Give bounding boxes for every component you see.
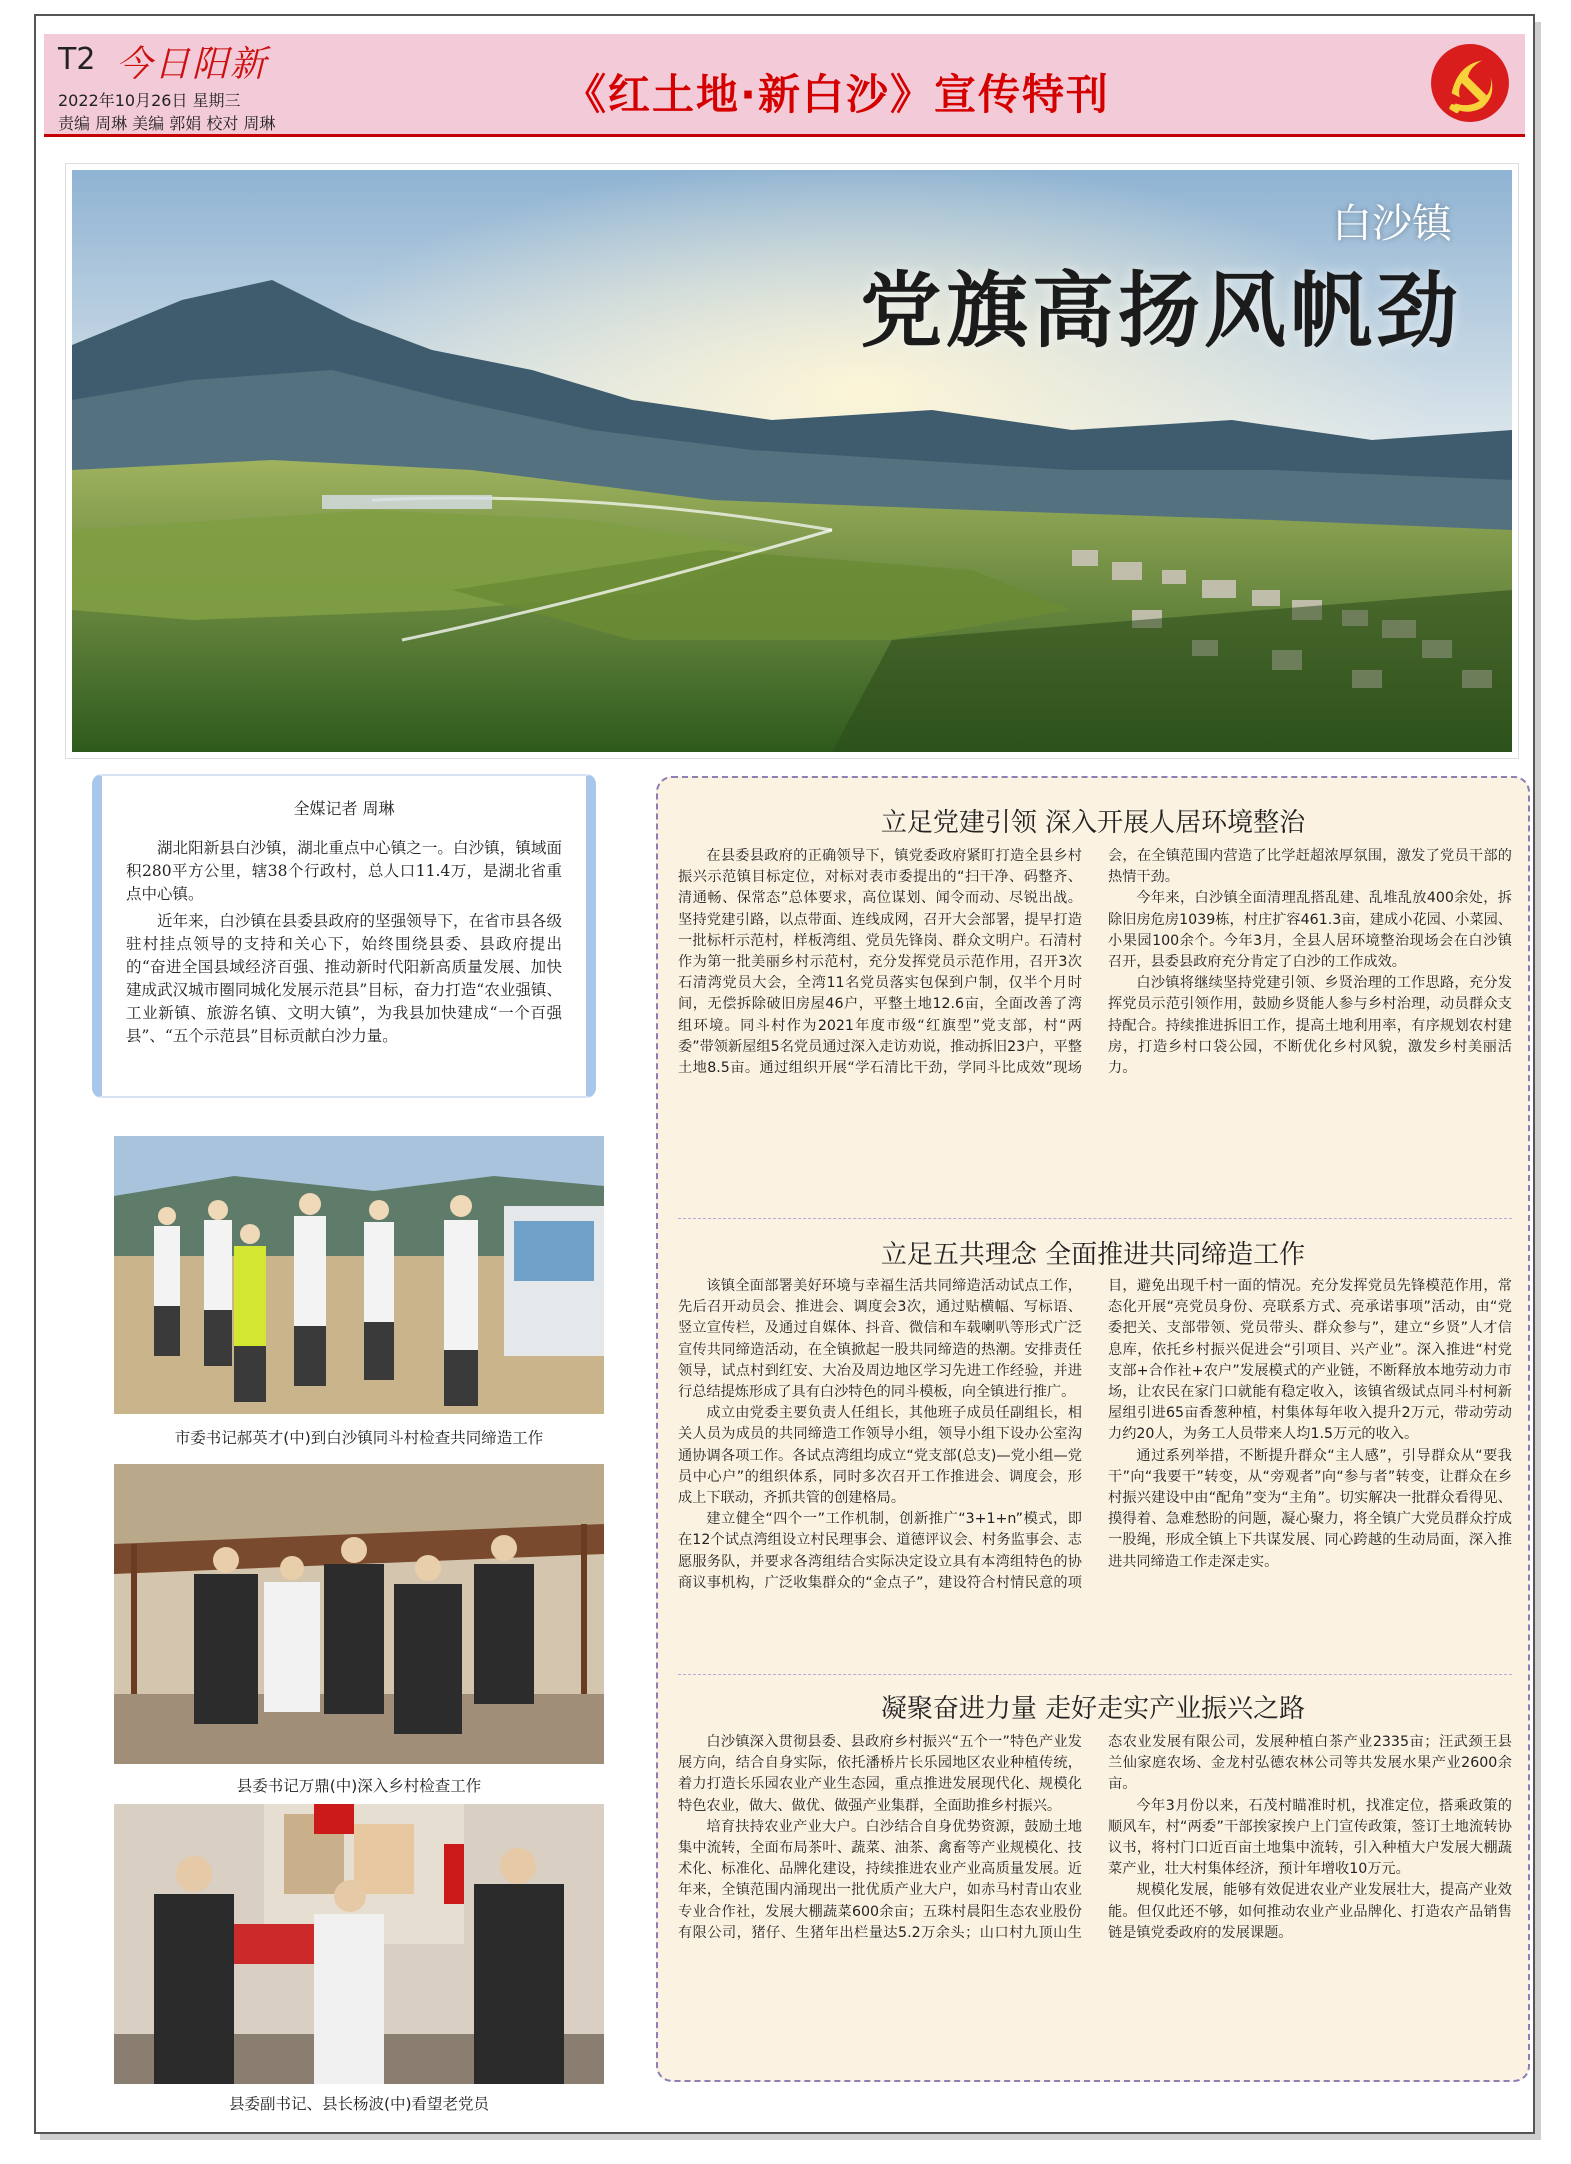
intro-paragraph: 近年来，白沙镇在县委县政府的坚强领导下，在省市县各级驻村挂点领导的支持和关心下，始终围绕县委、县政府提出的“奋进全国县域经济百强、推动新时代阳新高质量发展、加快建成武汉城市圈同城化发展示范县”目标，奋力打造“农业强镇、工业新镇、旅游名镇、文明大镇”，为我县加快建成“一个百强县”、“五个示范县”目标贡献白沙力量。 [126, 912, 562, 1045]
section-body [678, 1276, 1512, 1616]
intro-paragraph: 湖北阳新县白沙镇，湖北重点中心镇之一。白沙镇，镇域面积280平方公里，辖38个行政村，总人口11.4万，是湖北省重点中心镇。 [126, 839, 562, 903]
newspaper-page [34, 14, 1535, 2134]
section-paragraph: 今年3月份以来，石茂村瞄准时机，找准定位，搭乘政策的顺风车，村“两委”干部挨家挨户上门宣传政策，签订土地流转协议书，将村门口近百亩土地集中流转，引入种植大户发展大棚蔬菜产业，壮大村集体经济，预计年增收10万元。 [1108, 1797, 1512, 1878]
section-paragraph: 培育扶持农业产业大户。白沙结合自身优势资源，鼓励土地集中流转，全面布局茶叶、蔬菜、油茶、禽畜等产业规模化、技术化、标准化、品牌化建设，持续推进农业产业高质量发展。近年来，全镇范围内涌现出一批优质产业大户，如赤马村青山农业专业合作社，发展大棚蔬菜600余亩；五珠村晨阳生态农业股份有限公司，猪仔、生猪年出栏量达5.2万余头；山口村九顶山生态农业发展有限公司，发展种植白茶产业2335亩；汪武颈王县兰仙家庭农场、金龙村弘德农林公司等共发展水果产业2600余亩。 [678, 1734, 1512, 1941]
section-paragraph: 白沙镇深入贯彻县委、县政府乡村振兴“五个一”特色产业发展方向，结合自身实际，依托潘桥片长乐园地区农业种植传统，着力打造长乐园农业产业生态园，重点推进发展现代化、规模化特色农业，做大、做优、做强产业集群，全面助推乡村振兴。 [678, 1734, 1082, 1814]
page-shadow-right [1535, 22, 1541, 2140]
editor-line: 责编 周琳 美编 郭娟 校对 周琳 [58, 114, 276, 133]
photo-inspection-2 [114, 1464, 604, 1764]
issue-date: 2022年10月26日 星期三 [58, 91, 241, 110]
photo-visit [114, 1804, 604, 2084]
section-paragraph: 该镇全面部署美好环境与幸福生活共同缔造活动试点工作，先后召开动员会、推进会、调度会3次，通过贴横幅、写标语、竖立宣传栏，及通过自媒体、抖音、微信和车载喇叭等形式广泛宣传共同缔造活动，在全镇掀起一股共同缔造的热潮。安排责任领导，试点村到红安、大冶及周边地区学习先进工作经验，并进行总结提炼形成了具有白沙特色的同斗模板，向全镇进行推广。 [678, 1278, 1082, 1401]
photo-caption: 市委书记郝英才(中)到白沙镇同斗村检查共同缔造工作 [174, 1429, 544, 1447]
section-paragraph: 成立由党委主要负责人任组长，其他班子成员任副组长，相关人员为成员的共同缔造工作领导小组，领导小组下设办公室沟通协调各项工作。各试点湾组均成立“党支部(总支)—党小组—党员中心户”的组织体系，同时多次召开工作推进会、调度会，形成上下联动，齐抓共管的创建格局。 [678, 1405, 1082, 1507]
section-body [678, 1732, 1512, 2062]
section-paragraph: 建立健全“四个一”工作机制，创新推广“3+1+n”模式，即在12个试点湾组设立村民理事会、道德评议会、村务监事会、志愿服务队，并要求各湾组结合实际决定设立具有本湾组特色的协商议事机构，广泛收集群众的“金点子”，建设符合村情民意的项目，避免出现千村一面的情况。充分发挥党员先锋模范作用，常态化开展“亮党员身份、亮联系方式、亮承诺事项”活动，由“党委把关、支部带领、党员带头、群众参与”，建立“乡贤”人才信息库，依托乡村振兴促进会“引项目、兴产业”。深入推进“村党支部+合作社+农户”发展模式的产业链，不断释放本地劳动力市场，让农民在家门口就能有稳定收入，该镇省级试点同斗村柯新屋组引进65亩香葱种植，村集体每年收入提升2万元，带动劳动力约20人，为务工人员带来人均1.5万元的收入。 [678, 1278, 1512, 1591]
page-shadow-bottom [40, 2134, 1541, 2140]
section-divider [678, 1218, 1512, 1219]
photo-caption: 县委副书记、县长杨波(中)看望老党员 [228, 2095, 490, 2113]
section-title: 立足党建引领 深入开展人居环境整治 [880, 808, 1306, 838]
party-emblem-icon [1429, 42, 1511, 124]
section-paragraph: 规模化发展，能够有效促进农业产业发展壮大，提高产业效能。但仅此还不够，如何推动农业产业品牌化、打造农产品销售链是镇党委政府的发展课题。 [1108, 1882, 1512, 1941]
newspaper-logo: 今日阳新 [116, 44, 269, 85]
reporter-byline: 全媒记者 周琳 [293, 799, 395, 818]
section-body [678, 846, 1512, 1206]
hero-subtitle: 白沙镇 [1332, 201, 1452, 247]
page-number: T2 [58, 42, 96, 77]
photo-officials-village [114, 1136, 604, 1414]
hero-photo [66, 164, 1518, 758]
photo-visit-elder [114, 1804, 604, 2084]
section-paragraph: 今年来，白沙镇全面清理乱搭乱建、乱堆乱放400余处，拆除旧房危房1039栋，村庄扩容461.3亩，建成小花园、小菜园、小果园100余个。今年3月，全县人居环境整治现场会在白沙镇召开，县委县政府充分肯定了白沙的工作成效。 [1108, 890, 1512, 971]
page-header [44, 34, 1525, 137]
photo-inspection-1 [114, 1136, 604, 1414]
photo-caption: 县委书记万鼎(中)深入乡村检查工作 [236, 1777, 482, 1795]
section-paragraph: 白沙镇将继续坚持党建引领、乡贤治理的工作思路，充分发挥党员示范引领作用，鼓励乡贤能人参与乡村治理，动员群众支持配合。持续推进拆旧工作，提高土地利用率，有序规划农村建房，打造乡村口袋公园，不断优化乡村风貌，激发乡村美丽活力。 [1108, 975, 1512, 1077]
intro-box [92, 774, 596, 1098]
section-paragraph: 在县委县政府的正确领导下，镇党委政府紧盯打造全县乡村振兴示范镇目标定位，对标对表市委提出的“扫干净、码整齐、清通畅、保常态”总体要求，高位谋划、闻令而动、尽锐出战。坚持党建引路，以点带面、连线成网，召开大会部署，提早打造一批标杆示范村，样板湾组、党员先锋岗、群众文明户。石清村作为第一批美丽乡村示范村，充分发挥党员示范作用，召开3次石清湾党员大会，全湾11名党员落实包保到户制，仅半个月时间，无偿拆除破旧房屋46户，平整土地12.6亩，全面改善了湾组环境。同斗村作为2021年度市级“红旗型”党支部，村“两委”带领新屋组5名党员通过深入走访劝说，推动拆旧23户，平整土地8.5亩。通过组织开展“学石清比干劲，学同斗比成效”现场会，在全镇范围内营造了比学赶超浓厚氛围，激发了党员干部的热情干劲。 [678, 848, 1512, 1077]
section-paragraph: 通过系列举措，不断提升群众“主人感”，引导群众从“要我干”向“我要干”转变，从“旁观者”向“参与者”转变，让群众在乡村振兴建设中由“配角”变为“主角”。切实解决一批群众看得见、摸得着、急难愁盼的问题，凝心聚力，将全镇广大党员群众拧成一股绳，形成全镇上下共谋发展、同心跨越的生动局面，深入推进共同缔造工作走深走实。 [1108, 1447, 1512, 1570]
photo-officials-bridge [114, 1464, 604, 1764]
hero-title: 党旗高扬风帆劲 [859, 264, 1462, 359]
special-issue-title: 《红土地·新白沙》宣传特刊 [564, 70, 1110, 119]
section-title: 凝聚奋进力量 走好走实产业振兴之路 [880, 1694, 1306, 1724]
article-panel [656, 776, 1530, 2082]
section-title: 立足五共理念 全面推进共同缔造工作 [880, 1240, 1306, 1270]
section-divider [678, 1674, 1512, 1675]
